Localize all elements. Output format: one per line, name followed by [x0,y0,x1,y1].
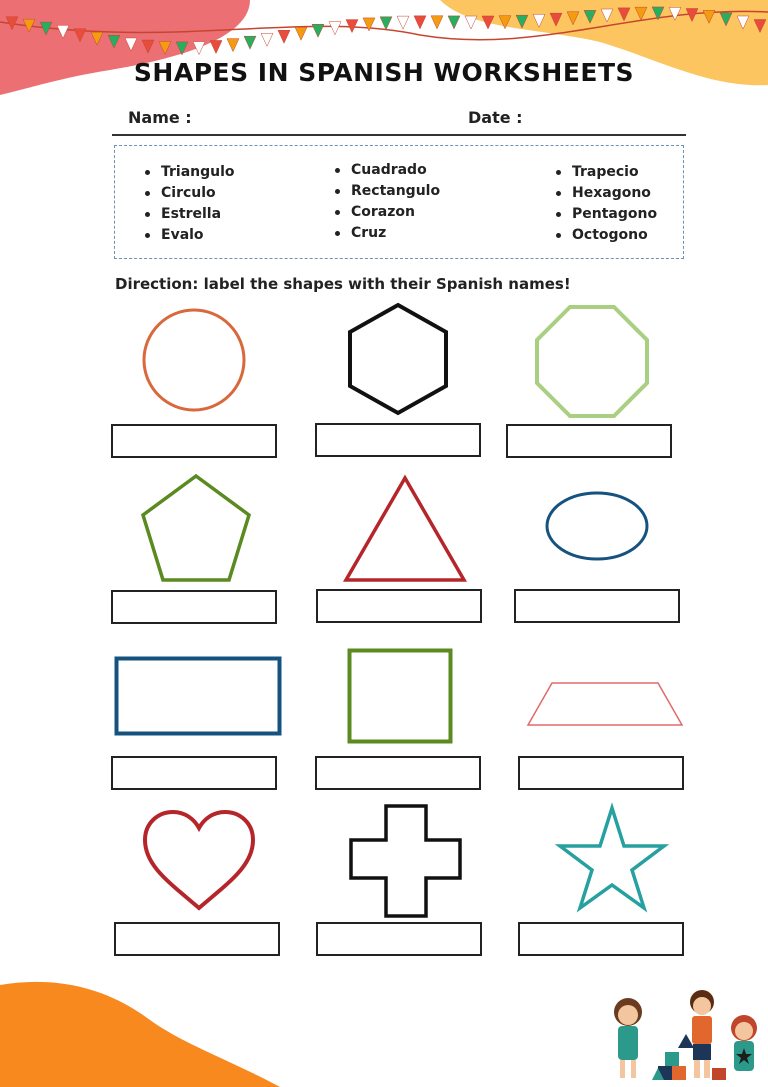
direction-text: Direction: label the shapes with their Spanish names! [115,275,571,293]
word-bank-item: Cuadrado [335,160,440,181]
bunting-flag [295,27,307,40]
word-bank-item: Trapecio [556,162,657,183]
date-label: Date : [468,108,523,127]
word-bank-item: Circulo [145,183,235,204]
bunting-flag [465,16,477,29]
answer-box-circle[interactable] [111,424,277,458]
trapezoid-shape [524,680,686,728]
word-bank-item: Corazon [335,202,440,223]
word-bank-item: Cruz [335,223,440,244]
header-rule [112,134,686,136]
square-shape [347,648,453,744]
answer-box-rectangle[interactable] [111,756,277,790]
word-bank-column-3 [556,162,657,246]
cross-shape [347,803,465,919]
word-bank-item: Evalo [145,225,235,246]
bunting-flag [431,16,443,29]
answer-box-pentagon[interactable] [111,590,277,624]
kids-playing-illustration [606,988,768,1087]
answer-box-trapezoid[interactable] [518,756,684,790]
word-bank [114,145,684,259]
word-bank-item: Estrella [145,204,235,225]
answer-box-square[interactable] [315,756,481,790]
oval-shape [544,490,650,562]
bottom-left-blob [0,982,280,1087]
word-bank-item: Hexagono [556,183,657,204]
word-bank-column-1 [145,162,235,246]
name-label: Name : [128,108,192,127]
bunting-flag [210,40,222,53]
word-bank-column-2 [335,160,440,244]
word-bank-item: Pentagono [556,204,657,225]
bunting-flag [278,30,290,43]
bunting-flag [380,17,392,30]
answer-box-octagon[interactable] [506,424,672,458]
answer-box-hexagon[interactable] [315,423,481,457]
pentagon-shape [139,473,253,585]
answer-box-triangle[interactable] [316,589,482,623]
bunting-flag [244,36,256,49]
bunting-flag [329,22,341,35]
rectangle-shape [114,656,282,736]
bunting-flag [227,39,239,52]
triangle-shape [342,474,468,584]
circle-shape [140,306,248,414]
hexagon-shape [346,302,450,416]
octagon-shape [534,305,650,418]
bunting-flag [312,24,324,37]
word-bank-item: Octogono [556,225,657,246]
bunting-flag [397,16,409,29]
heart-shape [140,808,258,916]
star-shape [556,804,668,912]
word-bank-item: Rectangulo [335,181,440,202]
page-title: SHAPES IN SPANISH WORKSHEETS [133,58,635,87]
bunting-flag [414,16,426,29]
answer-box-star[interactable] [518,922,684,956]
word-bank-item: Triangulo [145,162,235,183]
answer-box-oval[interactable] [514,589,680,623]
answer-box-heart[interactable] [114,922,280,956]
bunting-flag [448,16,460,29]
answer-box-cross[interactable] [316,922,482,956]
bunting-flag [261,33,273,46]
